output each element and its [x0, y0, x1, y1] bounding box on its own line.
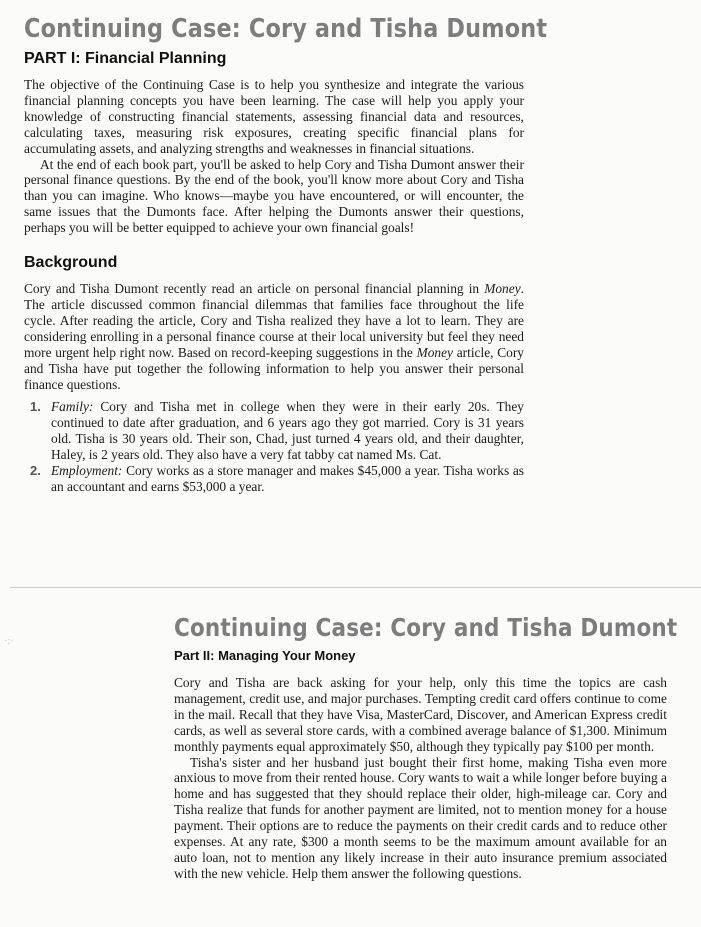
item-label: Employment: [51, 463, 123, 479]
scan-artifact: ·:· [4, 636, 14, 647]
background-text: . The article discussed common financial dilemmas that families face throughout the life cycle. After reading the article, Cory and Tisha realized they have a lot to learn. They are considering enrolling in a personal finance course at their local university but feel they need more urgent help right now. Based on record-keeping suggestions in the [24, 281, 524, 360]
item-text: Cory and Tisha met in college when they were in their early 20s. They continued to date after graduation, and 6 years ago they got married. Cory is 31 years old. Tisha is 30 years old. Their son, Chad, just turned 4 years old, and their daughter, Haley, is 2 years old. They also have a very fat tabby cat named Ms. Cat. [51, 399, 524, 463]
background-paragraph [24, 281, 524, 392]
list-item [30, 399, 524, 463]
magazine-name: Money [416, 344, 453, 360]
case-title: Continuing Case: Cory and Tisha Dumont [24, 14, 548, 44]
background-heading: Background [24, 254, 118, 272]
case-part-1 [24, 14, 548, 495]
intro-paragraph: At the end of each book part, you'll be asked to help Cory and Tisha Dumont answer their personal finance questions. By the end of the book, you'll know more about Cory and Tisha than you can imagine. Who knows—maybe you have encountered, or will encounter, the same issues that the Dumonts face. After helping the Dumonts answer their questions, perhaps you will be better equipped to achieve your own financial goals! [24, 156, 524, 236]
page-divider [10, 587, 701, 588]
case-title: Continuing Case: Cory and Tisha Dumont [174, 613, 678, 642]
item-label: Family: [51, 399, 94, 415]
intro-paragraph: The objective of the Continuing Case is to help you synthesize and integrate the various financial planning concepts you have been learning. The case will help you apply your knowledge of constructing financial statements, assessing financial data and resources, calculating taxes, measuring risk exposures, creating specific financial plans for accumulating assets, and analyzing strengths and weaknesses in financial situations. [24, 77, 524, 156]
info-list [24, 399, 524, 494]
case-paragraph: Tisha's sister and her husband just bought their first home, making Tisha even more anxious to move from their rented house. Cory wants to wait a while longer before buying a home and has suggested that they should replace their older, high-mileage car. Cory and Tisha realize that funds for another payment are limited, not to mention money for a house payment. Their options are to reduce the payments on their credit cards and to reduce other expenses. At any rate, $300 a month seems to be the maximum amount available for an auto loan, not to mention any likely increase in their auto insurance premium associated with the new vehicle. Help them answer the following questions. [174, 754, 667, 881]
item-number: 2. [30, 463, 41, 479]
list-item [30, 463, 524, 495]
magazine-name: Money [484, 281, 521, 297]
background-text: article, Cory and Tisha have put together the following information to help you answer their personal finance questions. [24, 344, 524, 392]
case-paragraph: Cory and Tisha are back asking for your help, only this time the topics are cash management, credit use, and major purchases. Tempting credit card offers continue to come in the mail. Recall that they have Visa, MasterCard, Discover, and American Express credit cards, as well as several store cards, with a combined average balance of $1,300. Minimum monthly payments equal approximately $50, although they typically pay $100 per month. [174, 675, 667, 754]
case-part-2 [174, 613, 678, 882]
item-text: Cory works as a store manager and makes $45,000 a year. Tisha works as an accountant and earns $53,000 a year. [51, 463, 524, 494]
part-title: PART I: Financial Planning [24, 50, 227, 67]
part-title: Part II: Managing Your Money [174, 648, 356, 663]
item-number: 1. [30, 399, 41, 415]
background-text: Cory and Tisha Dumont recently read an article on personal financial planning in [24, 281, 485, 297]
